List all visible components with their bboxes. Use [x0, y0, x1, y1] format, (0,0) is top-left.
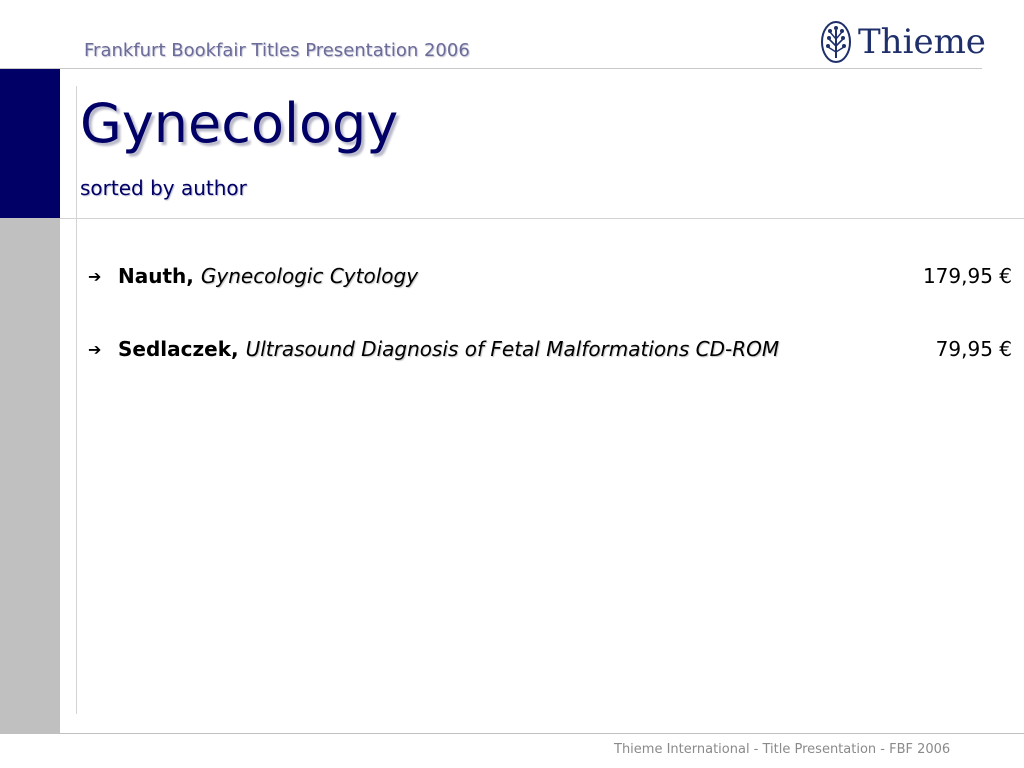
book-price: 79,95 €	[935, 337, 1012, 361]
list-item	[88, 262, 1012, 290]
sidebar-bar	[0, 218, 60, 734]
tree-icon	[820, 20, 852, 64]
book-price: 179,95 €	[922, 264, 1012, 288]
content-left-rule	[76, 86, 77, 714]
book-author: Sedlaczek,	[118, 337, 239, 361]
presentation-title: Frankfurt Bookfair Titles Presentation 2006	[84, 40, 470, 61]
arrow-right-icon: ➔	[88, 339, 102, 359]
book-title: Ultrasound Diagnosis of Fetal Malformations CD-ROM	[245, 337, 780, 361]
book-title: Gynecologic Cytology	[200, 264, 419, 288]
slide-title: Gynecology	[80, 92, 399, 155]
book-author: Nauth,	[118, 264, 194, 288]
accent-block	[0, 69, 60, 218]
header-divider	[60, 218, 1024, 219]
list-item	[88, 335, 1012, 363]
footer-text: Thieme International - Title Presentation - FBF 2006	[614, 742, 951, 757]
top-divider	[0, 68, 982, 69]
thieme-logo	[820, 20, 986, 64]
bottom-divider	[60, 733, 1024, 734]
slide-subtitle: sorted by author	[80, 176, 247, 200]
arrow-right-icon: ➔	[88, 266, 102, 286]
logo-text: Thieme	[858, 22, 986, 62]
